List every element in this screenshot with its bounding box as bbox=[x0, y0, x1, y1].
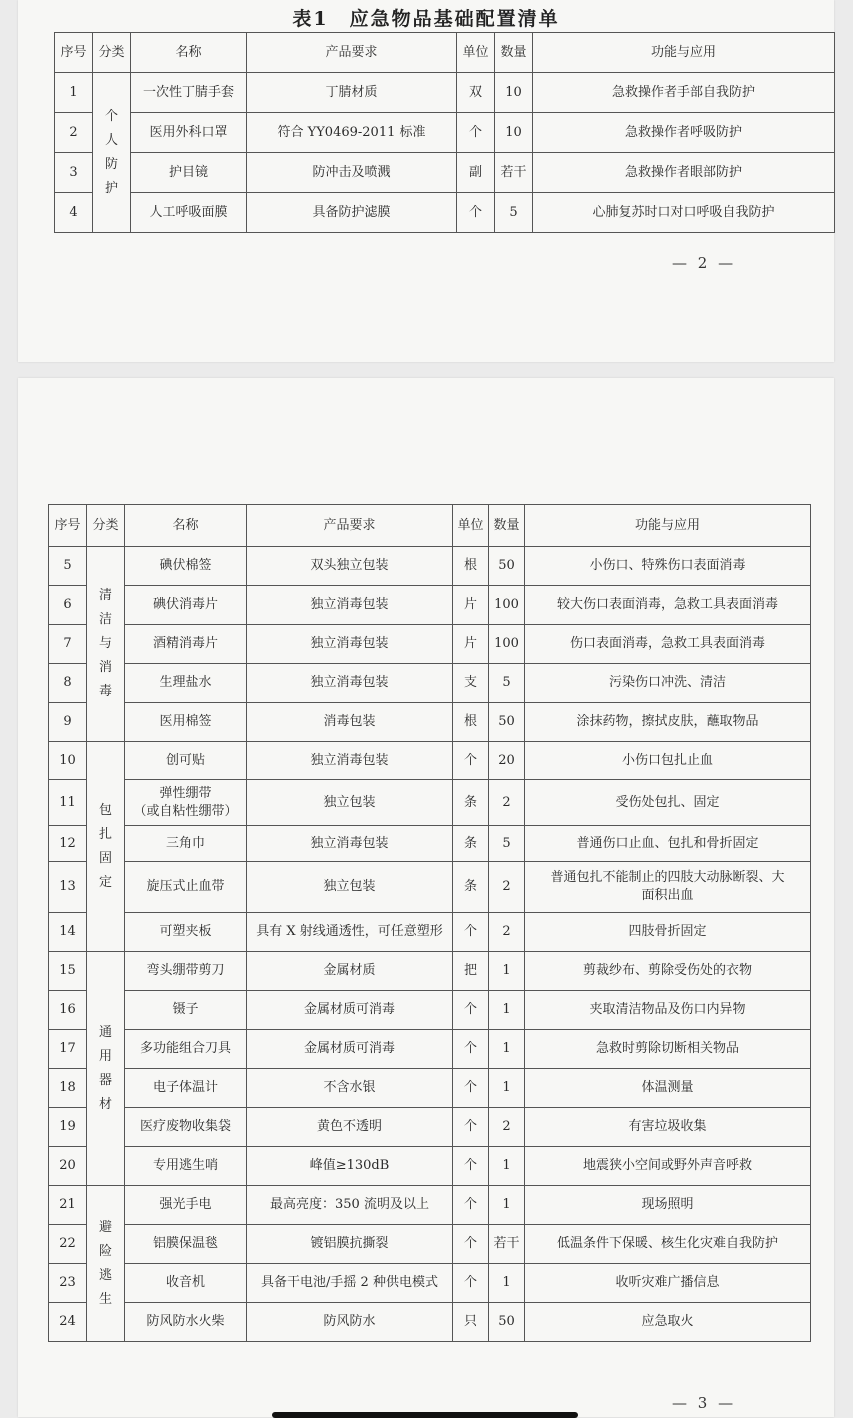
row-number-cell: 13 bbox=[49, 862, 87, 913]
requirement-cell: 不含水银 bbox=[247, 1069, 453, 1108]
header-cell: 数量 bbox=[489, 505, 525, 547]
unit-cell: 根 bbox=[453, 547, 489, 586]
function-cell: 小伤口包扎止血 bbox=[525, 742, 811, 780]
table-header-row bbox=[55, 33, 835, 73]
quantity-cell: 1 bbox=[489, 1264, 525, 1303]
table-row bbox=[49, 742, 811, 780]
quantity-cell: 50 bbox=[489, 1303, 525, 1342]
table-row bbox=[49, 952, 811, 991]
name-cell: 医疗废物收集袋 bbox=[125, 1108, 247, 1147]
row-number-cell: 23 bbox=[49, 1264, 87, 1303]
quantity-cell: 1 bbox=[489, 952, 525, 991]
unit-cell: 个 bbox=[453, 913, 489, 952]
unit-cell: 支 bbox=[453, 664, 489, 703]
quantity-cell: 1 bbox=[489, 1069, 525, 1108]
name-cell: 弹性绷带 （或自粘性绷带） bbox=[125, 780, 247, 826]
name-cell: 一次性丁腈手套 bbox=[131, 73, 247, 113]
name-cell: 生理盐水 bbox=[125, 664, 247, 703]
header-cell: 功能与应用 bbox=[533, 33, 835, 73]
row-number-cell: 8 bbox=[49, 664, 87, 703]
row-number-cell: 6 bbox=[49, 586, 87, 625]
requirement-cell: 防冲击及喷溅 bbox=[247, 153, 457, 193]
table-row bbox=[49, 1069, 811, 1108]
name-cell: 收音机 bbox=[125, 1264, 247, 1303]
table-row bbox=[49, 913, 811, 952]
unit-cell: 个 bbox=[453, 1147, 489, 1186]
home-indicator[interactable] bbox=[272, 1412, 578, 1418]
table-row bbox=[55, 193, 835, 233]
unit-cell: 个 bbox=[457, 193, 495, 233]
name-cell: 医用棉签 bbox=[125, 703, 247, 742]
requirement-cell: 具有 X 射线通透性，可任意塑形 bbox=[247, 913, 453, 952]
category-cell: 清 洁 与 消 毒 bbox=[87, 547, 125, 742]
table-row bbox=[49, 1030, 811, 1069]
requirement-cell: 峰值≥130dB bbox=[247, 1147, 453, 1186]
quantity-cell: 50 bbox=[489, 703, 525, 742]
table-row bbox=[49, 780, 811, 826]
function-cell: 地震狭小空间或野外声音呼救 bbox=[525, 1147, 811, 1186]
row-number-cell: 4 bbox=[55, 193, 93, 233]
table-row bbox=[49, 1264, 811, 1303]
requirement-cell: 独立消毒包装 bbox=[247, 664, 453, 703]
quantity-cell: 10 bbox=[495, 73, 533, 113]
name-cell: 专用逃生哨 bbox=[125, 1147, 247, 1186]
function-cell: 体温测量 bbox=[525, 1069, 811, 1108]
header-cell: 产品要求 bbox=[247, 505, 453, 547]
function-cell: 急救操作者手部自我防护 bbox=[533, 73, 835, 113]
document-page-2 bbox=[18, 0, 834, 362]
row-number-cell: 17 bbox=[49, 1030, 87, 1069]
category-cell: 通 用 器 材 bbox=[87, 952, 125, 1186]
table-row bbox=[49, 1147, 811, 1186]
function-cell: 小伤口、特殊伤口表面消毒 bbox=[525, 547, 811, 586]
function-cell: 普通包扎不能制止的四肢大动脉断裂、大 面积出血 bbox=[525, 862, 811, 913]
row-number-cell: 10 bbox=[49, 742, 87, 780]
function-cell: 收听灾难广播信息 bbox=[525, 1264, 811, 1303]
table-title: 表1 应急物品基础配置清单 bbox=[292, 8, 560, 30]
name-cell: 人工呼吸面膜 bbox=[131, 193, 247, 233]
table-header-row bbox=[49, 505, 811, 547]
requirement-cell: 金属材质可消毒 bbox=[247, 1030, 453, 1069]
category-cell: 避 险 逃 生 bbox=[87, 1186, 125, 1342]
row-number-cell: 2 bbox=[55, 113, 93, 153]
name-cell: 三角巾 bbox=[125, 826, 247, 862]
function-cell: 受伤处包扎、固定 bbox=[525, 780, 811, 826]
header-cell: 序号 bbox=[49, 505, 87, 547]
function-cell: 较大伤口表面消毒，急救工具表面消毒 bbox=[525, 586, 811, 625]
table-row bbox=[49, 826, 811, 862]
quantity-cell: 50 bbox=[489, 547, 525, 586]
function-cell: 伤口表面消毒，急救工具表面消毒 bbox=[525, 625, 811, 664]
requirement-cell: 最高亮度：350 流明及以上 bbox=[247, 1186, 453, 1225]
quantity-cell: 1 bbox=[489, 1186, 525, 1225]
name-cell: 弯头绷带剪刀 bbox=[125, 952, 247, 991]
quantity-cell: 5 bbox=[495, 193, 533, 233]
function-cell: 夹取清洁物品及伤口内异物 bbox=[525, 991, 811, 1030]
quantity-cell: 20 bbox=[489, 742, 525, 780]
table-row bbox=[49, 1303, 811, 1342]
unit-cell: 双 bbox=[457, 73, 495, 113]
unit-cell: 片 bbox=[453, 625, 489, 664]
header-cell: 单位 bbox=[453, 505, 489, 547]
table-row bbox=[49, 586, 811, 625]
row-number-cell: 9 bbox=[49, 703, 87, 742]
row-number-cell: 20 bbox=[49, 1147, 87, 1186]
quantity-cell: 10 bbox=[495, 113, 533, 153]
name-cell: 防风防水火柴 bbox=[125, 1303, 247, 1342]
page-number: — 2 — bbox=[672, 254, 737, 272]
document-page-3 bbox=[18, 378, 834, 1417]
quantity-cell: 1 bbox=[489, 991, 525, 1030]
function-cell: 心肺复苏时口对口呼吸自我防护 bbox=[533, 193, 835, 233]
category-cell: 包 扎 固 定 bbox=[87, 742, 125, 952]
unit-cell: 个 bbox=[453, 742, 489, 780]
unit-cell: 条 bbox=[453, 862, 489, 913]
row-number-cell: 7 bbox=[49, 625, 87, 664]
name-cell: 碘伏消毒片 bbox=[125, 586, 247, 625]
quantity-cell: 1 bbox=[489, 1147, 525, 1186]
header-cell: 序号 bbox=[55, 33, 93, 73]
unit-cell: 个 bbox=[453, 1264, 489, 1303]
unit-cell: 个 bbox=[453, 1186, 489, 1225]
unit-cell: 条 bbox=[453, 826, 489, 862]
quantity-cell: 若干 bbox=[489, 1225, 525, 1264]
quantity-cell: 2 bbox=[489, 913, 525, 952]
table-row bbox=[49, 703, 811, 742]
name-cell: 碘伏棉签 bbox=[125, 547, 247, 586]
quantity-cell: 100 bbox=[489, 625, 525, 664]
requirement-cell: 丁腈材质 bbox=[247, 73, 457, 113]
table-row bbox=[49, 547, 811, 586]
unit-cell: 片 bbox=[453, 586, 489, 625]
unit-cell: 个 bbox=[453, 991, 489, 1030]
row-number-cell: 1 bbox=[55, 73, 93, 113]
name-cell: 医用外科口罩 bbox=[131, 113, 247, 153]
name-cell: 可塑夹板 bbox=[125, 913, 247, 952]
function-cell: 应急取火 bbox=[525, 1303, 811, 1342]
requirement-cell: 具备干电池/手摇 2 种供电模式 bbox=[247, 1264, 453, 1303]
quantity-cell: 2 bbox=[489, 1108, 525, 1147]
requirement-cell: 具备防护滤膜 bbox=[247, 193, 457, 233]
function-cell: 四肢骨折固定 bbox=[525, 913, 811, 952]
supplies-table-part1 bbox=[54, 32, 835, 233]
name-cell: 创可贴 bbox=[125, 742, 247, 780]
function-cell: 急救操作者呼吸防护 bbox=[533, 113, 835, 153]
requirement-cell: 防风防水 bbox=[247, 1303, 453, 1342]
table-row bbox=[49, 862, 811, 913]
table-row bbox=[55, 113, 835, 153]
row-number-cell: 5 bbox=[49, 547, 87, 586]
category-cell: 个 人 防 护 bbox=[93, 73, 131, 233]
unit-cell: 个 bbox=[453, 1069, 489, 1108]
quantity-cell: 100 bbox=[489, 586, 525, 625]
function-cell: 急救时剪除切断相关物品 bbox=[525, 1030, 811, 1069]
table-row bbox=[49, 1108, 811, 1147]
row-number-cell: 3 bbox=[55, 153, 93, 193]
row-number-cell: 12 bbox=[49, 826, 87, 862]
requirement-cell: 独立包装 bbox=[247, 862, 453, 913]
row-number-cell: 15 bbox=[49, 952, 87, 991]
header-cell: 分类 bbox=[87, 505, 125, 547]
unit-cell: 副 bbox=[457, 153, 495, 193]
table-row bbox=[49, 1186, 811, 1225]
row-number-cell: 19 bbox=[49, 1108, 87, 1147]
row-number-cell: 22 bbox=[49, 1225, 87, 1264]
requirement-cell: 独立消毒包装 bbox=[247, 742, 453, 780]
unit-cell: 个 bbox=[457, 113, 495, 153]
header-cell: 分类 bbox=[93, 33, 131, 73]
requirement-cell: 金属材质可消毒 bbox=[247, 991, 453, 1030]
function-cell: 低温条件下保暖、核生化灾难自我防护 bbox=[525, 1225, 811, 1264]
name-cell: 酒精消毒片 bbox=[125, 625, 247, 664]
requirement-cell: 独立消毒包装 bbox=[247, 586, 453, 625]
quantity-cell: 1 bbox=[489, 1030, 525, 1069]
function-cell: 涂抹药物，擦拭皮肤，蘸取物品 bbox=[525, 703, 811, 742]
row-number-cell: 21 bbox=[49, 1186, 87, 1225]
header-cell: 单位 bbox=[457, 33, 495, 73]
function-cell: 剪裁纱布、剪除受伤处的衣物 bbox=[525, 952, 811, 991]
quantity-cell: 若干 bbox=[495, 153, 533, 193]
header-cell: 名称 bbox=[131, 33, 247, 73]
header-cell: 数量 bbox=[495, 33, 533, 73]
name-cell: 电子体温计 bbox=[125, 1069, 247, 1108]
quantity-cell: 2 bbox=[489, 862, 525, 913]
table-row bbox=[55, 153, 835, 193]
name-cell: 强光手电 bbox=[125, 1186, 247, 1225]
unit-cell: 只 bbox=[453, 1303, 489, 1342]
name-cell: 铝膜保温毯 bbox=[125, 1225, 247, 1264]
row-number-cell: 14 bbox=[49, 913, 87, 952]
table-row bbox=[49, 664, 811, 703]
quantity-cell: 2 bbox=[489, 780, 525, 826]
header-cell: 功能与应用 bbox=[525, 505, 811, 547]
function-cell: 有害垃圾收集 bbox=[525, 1108, 811, 1147]
row-number-cell: 24 bbox=[49, 1303, 87, 1342]
page-number: — 3 — bbox=[672, 1394, 737, 1412]
quantity-cell: 5 bbox=[489, 664, 525, 703]
unit-cell: 把 bbox=[453, 952, 489, 991]
name-cell: 多功能组合刀具 bbox=[125, 1030, 247, 1069]
table-row bbox=[49, 1225, 811, 1264]
requirement-cell: 独立包装 bbox=[247, 780, 453, 826]
function-cell: 普通伤口止血、包扎和骨折固定 bbox=[525, 826, 811, 862]
requirement-cell: 独立消毒包装 bbox=[247, 625, 453, 664]
unit-cell: 个 bbox=[453, 1030, 489, 1069]
unit-cell: 个 bbox=[453, 1225, 489, 1264]
requirement-cell: 金属材质 bbox=[247, 952, 453, 991]
table-row bbox=[55, 73, 835, 113]
table-row bbox=[49, 991, 811, 1030]
requirement-cell: 双头独立包装 bbox=[247, 547, 453, 586]
requirement-cell: 黄色不透明 bbox=[247, 1108, 453, 1147]
unit-cell: 个 bbox=[453, 1108, 489, 1147]
quantity-cell: 5 bbox=[489, 826, 525, 862]
row-number-cell: 16 bbox=[49, 991, 87, 1030]
function-cell: 现场照明 bbox=[525, 1186, 811, 1225]
header-cell: 产品要求 bbox=[247, 33, 457, 73]
unit-cell: 根 bbox=[453, 703, 489, 742]
name-cell: 镊子 bbox=[125, 991, 247, 1030]
requirement-cell: 消毒包装 bbox=[247, 703, 453, 742]
function-cell: 急救操作者眼部防护 bbox=[533, 153, 835, 193]
name-cell: 旋压式止血带 bbox=[125, 862, 247, 913]
row-number-cell: 11 bbox=[49, 780, 87, 826]
function-cell: 污染伤口冲洗、清洁 bbox=[525, 664, 811, 703]
requirement-cell: 独立消毒包装 bbox=[247, 826, 453, 862]
requirement-cell: 符合 YY0469-2011 标准 bbox=[247, 113, 457, 153]
table-row bbox=[49, 625, 811, 664]
unit-cell: 条 bbox=[453, 780, 489, 826]
requirement-cell: 镀铝膜抗撕裂 bbox=[247, 1225, 453, 1264]
row-number-cell: 18 bbox=[49, 1069, 87, 1108]
header-cell: 名称 bbox=[125, 505, 247, 547]
supplies-table-part2 bbox=[48, 504, 811, 1342]
name-cell: 护目镜 bbox=[131, 153, 247, 193]
